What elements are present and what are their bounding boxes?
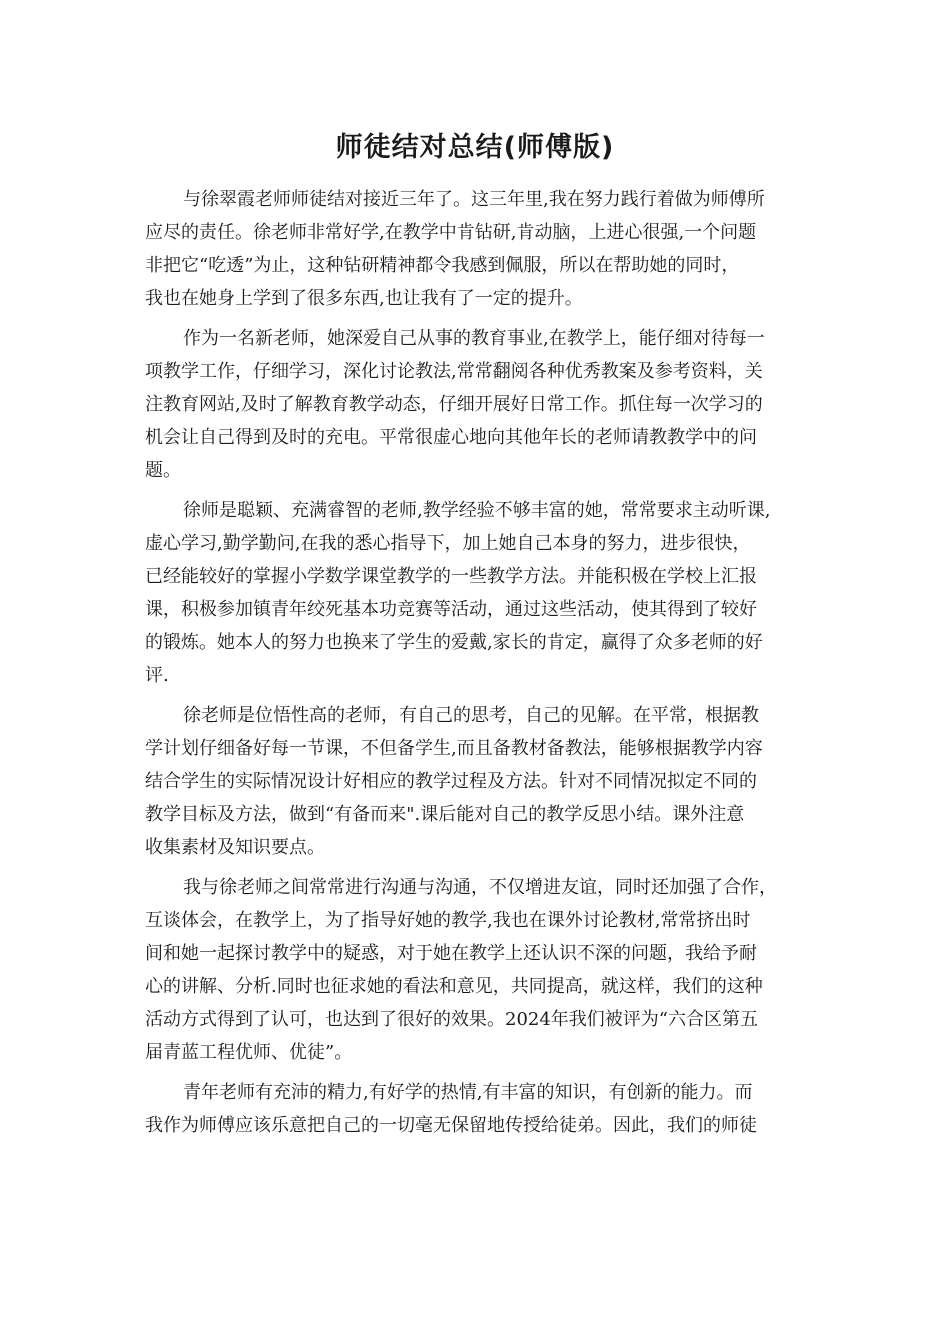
paragraph-3 <box>145 494 820 692</box>
text-line: 虚心学习,勤学勤问,在我的悉心指导下，加上她自己本身的努力，进步很快， <box>145 533 751 554</box>
text-line: 互谈体会，在教学上，为了指导好她的教学,我也在课外讨论教材,常常挤出时 <box>145 910 751 931</box>
paragraph-1 <box>145 183 820 315</box>
text-line: 的锻炼。她本人的努力也换来了学生的爱戴,家长的肯定，赢得了众多老师的好 <box>145 632 763 653</box>
text-line: 项教学工作，仔细学习，深化讨论教法,常常翻阅各种优秀教案及参考资料，关 <box>145 361 763 382</box>
text-line: 心的讲解、分析.同时也征求她的看法和意见，共同提高，就这样，我们的这种 <box>145 976 763 997</box>
text-line: 徐师是聪颖、充满睿智的老师,教学经验不够丰富的她，常常要求主动听课, <box>183 500 771 521</box>
text-line: 机会让自己得到及时的充电。平常很虚心地向其他年长的老师请教教学中的问 <box>145 427 757 448</box>
text-line: 我也在她身上学到了很多东西,也让我有了一定的提升。 <box>145 288 583 309</box>
text-line: 结合学生的实际情况设计好相应的教学过程及方法。针对不同情况拟定不同的 <box>145 771 757 792</box>
text-line: 间和她一起探讨教学中的疑惑，对于她在教学上还认识不深的问题，我给予耐 <box>145 943 757 964</box>
text-line: 题。 <box>145 460 181 481</box>
text-line: 我与徐老师之间常常进行沟通与沟通，不仅增进友谊，同时还加强了合作， <box>183 877 777 898</box>
document-body <box>145 183 820 1149</box>
text-line: 活动方式得到了认可，也达到了很好的效果。2024年我们被评为“六合区第五 <box>145 1009 759 1030</box>
paragraph-2 <box>145 322 820 487</box>
text-line: 教学目标及方法，做到“有备而来".课后能对自己的教学反思小结。课外注意 <box>145 804 745 825</box>
text-line: 非把它“吃透”为止，这种钻研精神都令我感到佩服，所以在帮助她的同时， <box>145 255 740 276</box>
text-line: 作为一名新老师，她深爱自己从事的教育事业,在教学上，能仔细对待每一 <box>183 328 765 349</box>
paragraph-5 <box>145 871 820 1069</box>
document-title: 师徒结对总结(师傅版) <box>335 132 615 163</box>
text-line: 收集素材及知识要点。 <box>145 837 325 858</box>
text-line: 注教育网站,及时了解教育教学动态，仔细开展好日常工作。抓住每一次学习的 <box>145 394 763 415</box>
text-line: 应尽的责任。徐老师非常好学,在教学中肯钻研,肯动脑，上进心很强,一个问题 <box>145 222 757 243</box>
paragraph-6 <box>145 1076 820 1142</box>
text-line: 届青蓝工程优师、优徒”。 <box>145 1042 353 1063</box>
text-line: 课，积极参加镇青年绞死基本功竞赛等活动，通过这些活动，使其得到了较好 <box>145 599 757 620</box>
paragraph-4 <box>145 699 820 864</box>
text-line: 青年老师有充沛的精力,有好学的热情,有丰富的知识，有创新的能力。而 <box>183 1082 753 1103</box>
text-line: 已经能较好的掌握小学数学课堂教学的一些教学方法。并能积极在学校上汇报 <box>145 566 757 587</box>
text-line: 我作为师傅应该乐意把自己的一切毫无保留地传授给徒弟。因此，我们的师徒 <box>145 1115 757 1136</box>
text-line: 评. <box>145 665 169 686</box>
text-line: 徐老师是位悟性高的老师，有自己的思考，自己的见解。在平常，根据教 <box>183 705 759 726</box>
text-line: 与徐翠霞老师师徒结对接近三年了。这三年里,我在努力践行着做为师傅所 <box>183 189 765 210</box>
text-line: 学计划仔细备好每一节课，不但备学生,而且备教材备教法，能够根据教学内容 <box>145 738 763 759</box>
